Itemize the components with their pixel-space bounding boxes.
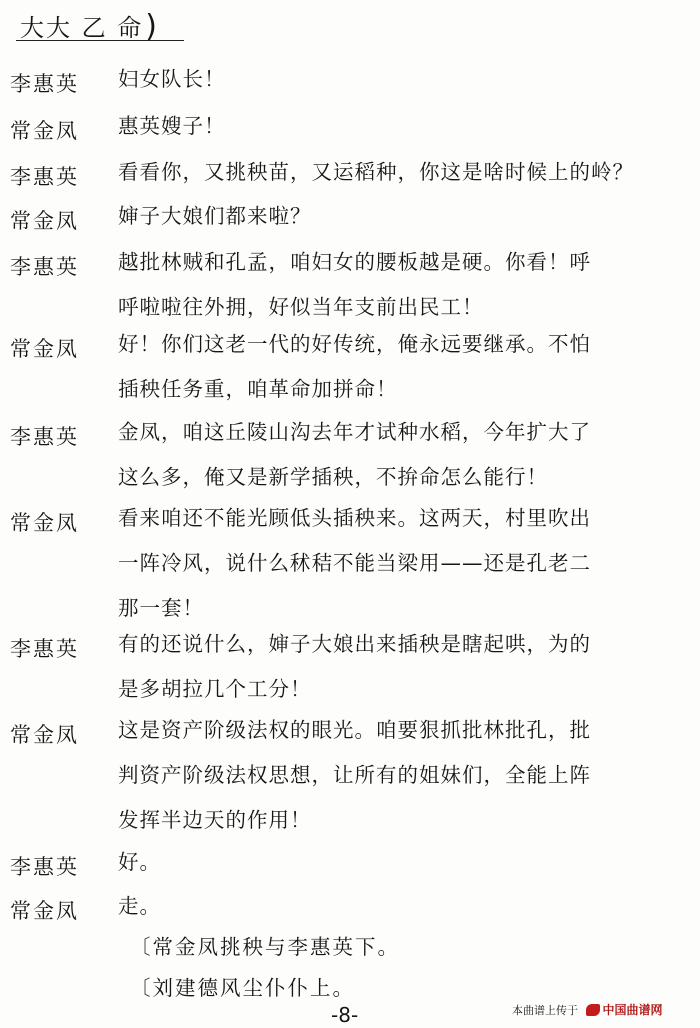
stage-direction: 〔刘建德风尘仆仆上。: [130, 976, 355, 1000]
speaker-name: 常金凤: [10, 209, 79, 233]
dialogue-text: [118, 622, 692, 712]
dialogue-line: 好！你们这老一代的好传统，俺永远要继承。不怕: [118, 332, 591, 356]
dialogue-text: [118, 708, 692, 843]
dialogue-line: 有的还说什么，婶子大娘出来插秧是瞎起哄，为的: [118, 632, 591, 656]
dialogue-text: [118, 410, 692, 500]
dialogue-text: [118, 194, 692, 239]
dialogue-line: 看看你，又挑秧苗，又运稻种，你这是啥时候上的岭？: [118, 160, 634, 184]
dialogue-line: 呼啦啦往外拥，好似当年支前出民工！: [118, 295, 484, 319]
speaker-name: 李惠英: [10, 425, 79, 449]
speaker-name: 李惠英: [10, 855, 79, 879]
dialogue-line: 越批林贼和孔孟，咱妇女的腰板越是硬。你看！呼: [118, 250, 591, 274]
speaker-name: 李惠英: [10, 72, 79, 96]
dialogue-line: 看来咱还不能光顾低头插秧来。这两天，村里吹出: [118, 506, 591, 530]
dialogue-line: 一阵冷风，说什么秫秸不能当梁用——还是孔老二: [118, 551, 591, 575]
dialogue-text: [118, 322, 692, 412]
dialogue-line: 发挥半边天的作用！: [118, 808, 312, 832]
dialogue-line: 这是资产阶级法权的眼光。咱要狠抓批林批孔，批: [118, 718, 591, 742]
dialogue-line: 插秧任务重，咱革命加拼命！: [118, 377, 398, 401]
dialogue-text: [118, 496, 692, 631]
dialogue-line: 好。: [118, 850, 161, 874]
header-underline: [16, 40, 184, 41]
page-number: -8-: [331, 1003, 359, 1027]
dialogue-line: 婶子大娘们都来啦？: [118, 204, 312, 228]
dialogue-text: [118, 104, 692, 149]
speaker-name: 常金凤: [10, 723, 79, 747]
speaker-name: 李惠英: [10, 637, 79, 661]
stage-direction: 〔常金凤挑秧与李惠英下。: [130, 935, 400, 959]
dialogue-line: 这么多，俺又是新学插秧，不拚命怎么能行！: [118, 465, 548, 489]
dialogue-text: [118, 840, 692, 885]
scene-header-text: 大大 乙 命: [20, 14, 144, 42]
upload-credit: [512, 1001, 663, 1018]
site-logo-icon: [586, 1004, 600, 1016]
dialogue-line: 是多胡拉几个工分！: [118, 677, 312, 701]
dialogue-line: 那一套！: [118, 596, 204, 620]
scene-header-paren: ): [145, 9, 159, 44]
upload-credit-text: 本曲谱上传于: [512, 1004, 578, 1017]
dialogue-text: [118, 240, 692, 330]
speaker-name: 李惠英: [10, 255, 79, 279]
speaker-name: 常金凤: [10, 511, 79, 535]
speaker-name: 常金凤: [10, 899, 79, 923]
dialogue-line: 妇女队长！: [118, 67, 226, 91]
speaker-name: 李惠英: [10, 165, 79, 189]
dialogue-line: 走。: [118, 894, 161, 918]
dialogue-line: 金凤，咱这丘陵山沟去年才试种水稻，今年扩大了: [118, 420, 591, 444]
dialogue-line: 惠英嫂子！: [118, 114, 226, 138]
scene-header: [20, 8, 159, 44]
site-logo: [586, 1001, 663, 1018]
dialogue-line: 判资产阶级法权思想，让所有的姐妹们，全能上阵: [118, 763, 591, 787]
dialogue-text: [118, 150, 692, 195]
site-logo-text: 中国曲谱网: [602, 1003, 663, 1017]
speaker-name: 常金凤: [10, 337, 79, 361]
dialogue-text: [118, 57, 692, 102]
speaker-name: 常金凤: [10, 119, 79, 143]
dialogue-text: [118, 884, 692, 929]
